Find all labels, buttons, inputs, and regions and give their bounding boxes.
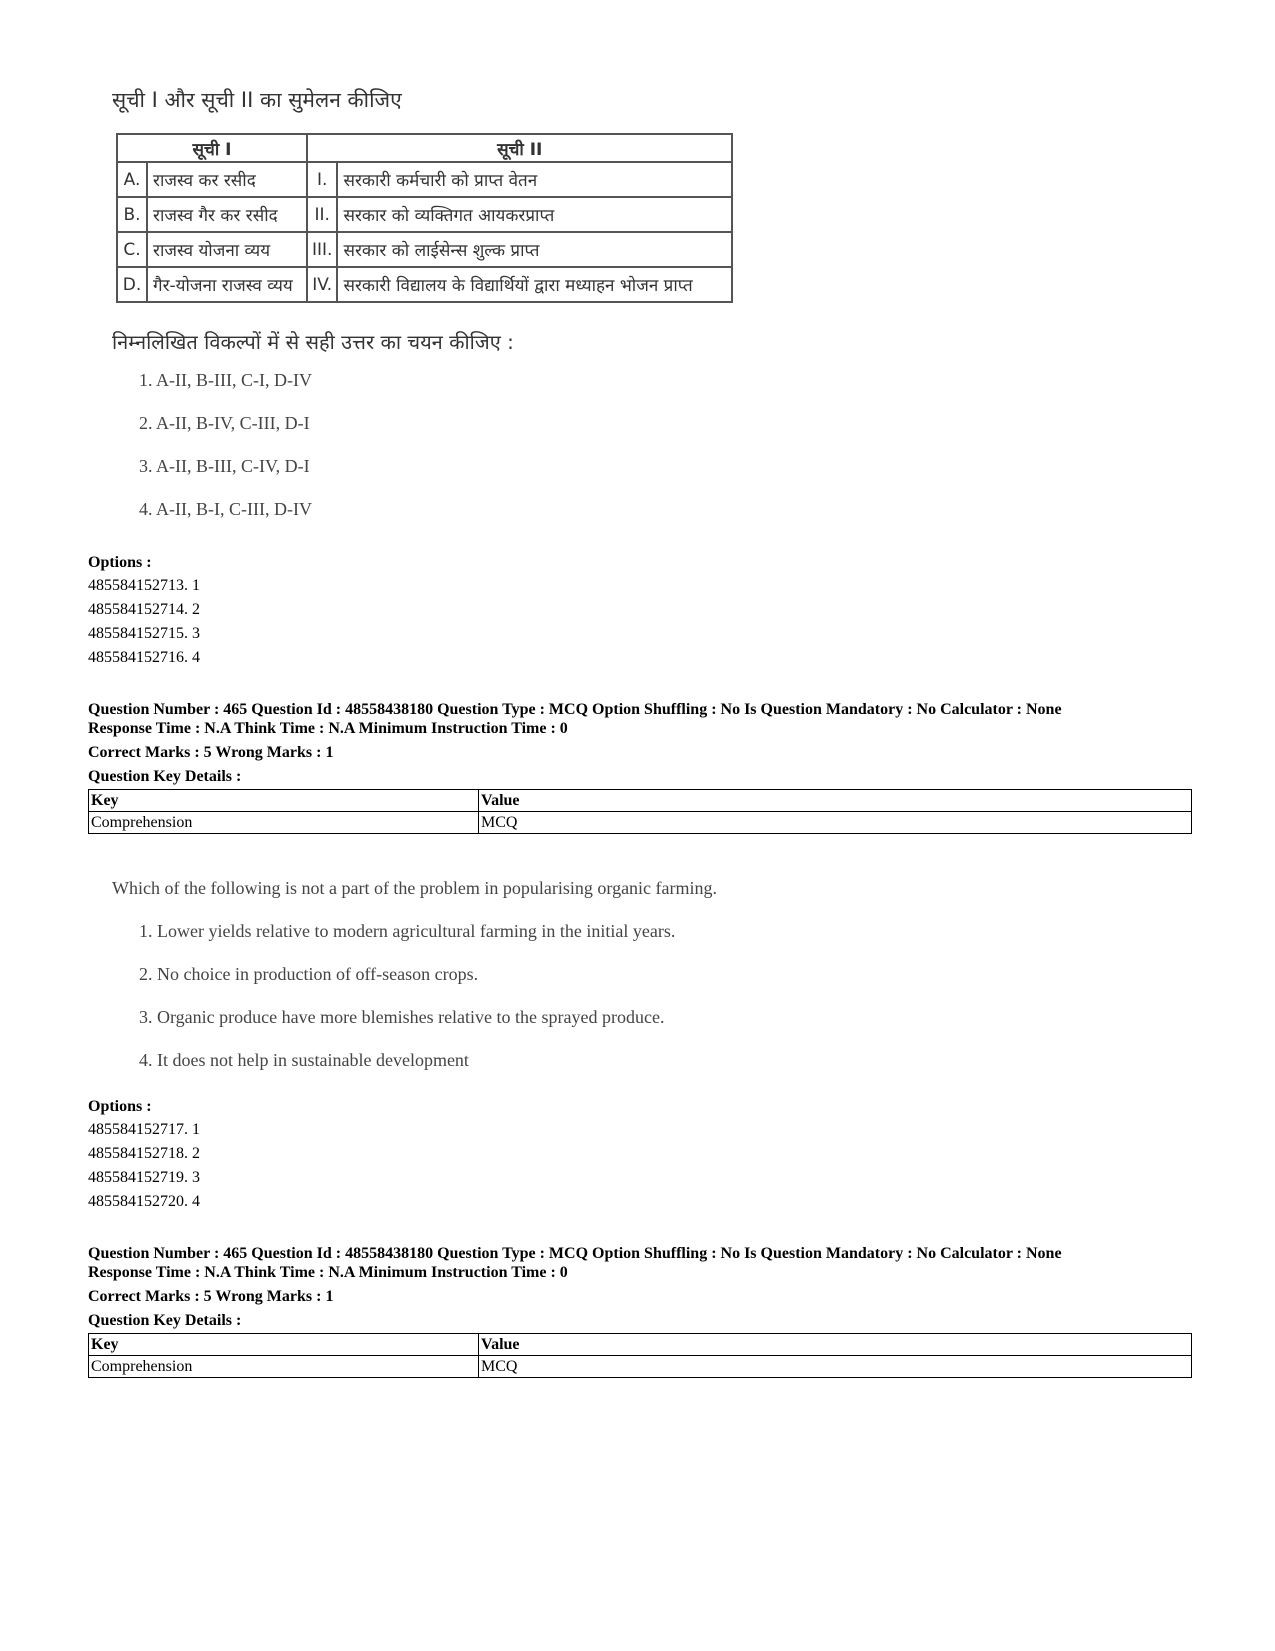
row-match: सरकार को लाईसेन्स शुल्क प्राप्त <box>337 232 732 267</box>
marks-line: Correct Marks : 5 Wrong Marks : 1 <box>88 1288 334 1305</box>
match-choice: 1. A-II, B-III, C-I, D-IV <box>139 370 312 390</box>
value-header: Value <box>479 1334 1192 1356</box>
row-match: सरकार को व्यक्तिगत आयकरप्राप्त <box>337 197 732 232</box>
row-letter: D. <box>117 267 147 302</box>
row-letter: A. <box>117 162 147 197</box>
option-item: 485584152719. 3 <box>88 1169 200 1186</box>
options-label: Options : <box>88 1098 152 1115</box>
key-header: Key <box>89 1334 479 1356</box>
list1-header: सूची I <box>117 134 307 162</box>
row-roman: II. <box>307 197 337 232</box>
question-meta-line: Question Number : 465 Question Id : 48558438180 Question Type : MCQ Option Shuffling : No Is Question Mandatory : No Calculator : None <box>88 1245 1062 1262</box>
key-details-table <box>88 789 1192 834</box>
match-choice: 4. A-II, B-I, C-III, D-IV <box>139 499 312 519</box>
row-letter: B. <box>117 197 147 232</box>
match-row <box>117 197 732 232</box>
key-cell: Comprehension <box>89 1356 479 1378</box>
row-roman: IV. <box>307 267 337 302</box>
key-cell: Comprehension <box>89 812 479 834</box>
key-details-label: Question Key Details : <box>88 1312 242 1329</box>
choose-instruction: निम्नलिखित विकल्पों में से सही उत्तर का चयन कीजिए : <box>112 330 514 354</box>
match-table <box>116 133 733 303</box>
match-question-title: सूची I और सूची II का सुमेलन कीजिए <box>112 88 402 112</box>
question-meta-line: Question Number : 465 Question Id : 48558438180 Question Type : MCQ Option Shuffling : No Is Question Mandatory : No Calculator : None <box>88 701 1062 718</box>
match-row <box>117 162 732 197</box>
row-item: राजस्व गैर कर रसीद <box>147 197 307 232</box>
option-item: 485584152714. 2 <box>88 601 200 618</box>
row-item: राजस्व कर रसीद <box>147 162 307 197</box>
question-meta-line: Response Time : N.A Think Time : N.A Minimum Instruction Time : 0 <box>88 1264 568 1281</box>
row-roman: III. <box>307 232 337 267</box>
option-item: 485584152716. 4 <box>88 649 200 666</box>
key-details-table <box>88 1333 1192 1378</box>
key-header: Key <box>89 790 479 812</box>
english-choice: 2. No choice in production of off-season crops. <box>139 964 479 984</box>
row-item: गैर-योजना राजस्व व्यय <box>147 267 307 302</box>
english-choice: 4. It does not help in sustainable development <box>139 1050 469 1070</box>
row-match: सरकारी कर्मचारी को प्राप्त वेतन <box>337 162 732 197</box>
english-choice: 3. Organic produce have more blemishes relative to the sprayed produce. <box>139 1007 665 1027</box>
key-details-label: Question Key Details : <box>88 768 242 785</box>
value-cell: MCQ <box>479 812 1192 834</box>
row-item: राजस्व योजना व्यय <box>147 232 307 267</box>
option-item: 485584152715. 3 <box>88 625 200 642</box>
question-meta-line: Response Time : N.A Think Time : N.A Minimum Instruction Time : 0 <box>88 720 568 737</box>
value-cell: MCQ <box>479 1356 1192 1378</box>
option-item: 485584152718. 2 <box>88 1145 200 1162</box>
options-label: Options : <box>88 554 152 571</box>
match-row <box>117 267 732 302</box>
row-letter: C. <box>117 232 147 267</box>
value-header: Value <box>479 790 1192 812</box>
match-choice: 3. A-II, B-III, C-IV, D-I <box>139 456 310 476</box>
marks-line: Correct Marks : 5 Wrong Marks : 1 <box>88 744 334 761</box>
row-match: सरकारी विद्यालय के विद्यार्थियों द्वारा मध्याहन भोजन प्राप्त <box>337 267 732 302</box>
option-item: 485584152713. 1 <box>88 577 200 594</box>
option-item: 485584152717. 1 <box>88 1121 200 1138</box>
match-choice: 2. A-II, B-IV, C-III, D-I <box>139 413 310 433</box>
english-question-text: Which of the following is not a part of the problem in popularising organic farming. <box>112 878 718 898</box>
match-row <box>117 232 732 267</box>
english-choice: 1. Lower yields relative to modern agricultural farming in the initial years. <box>139 921 676 941</box>
list2-header: सूची II <box>307 134 732 162</box>
row-roman: I. <box>307 162 337 197</box>
option-item: 485584152720. 4 <box>88 1193 200 1210</box>
